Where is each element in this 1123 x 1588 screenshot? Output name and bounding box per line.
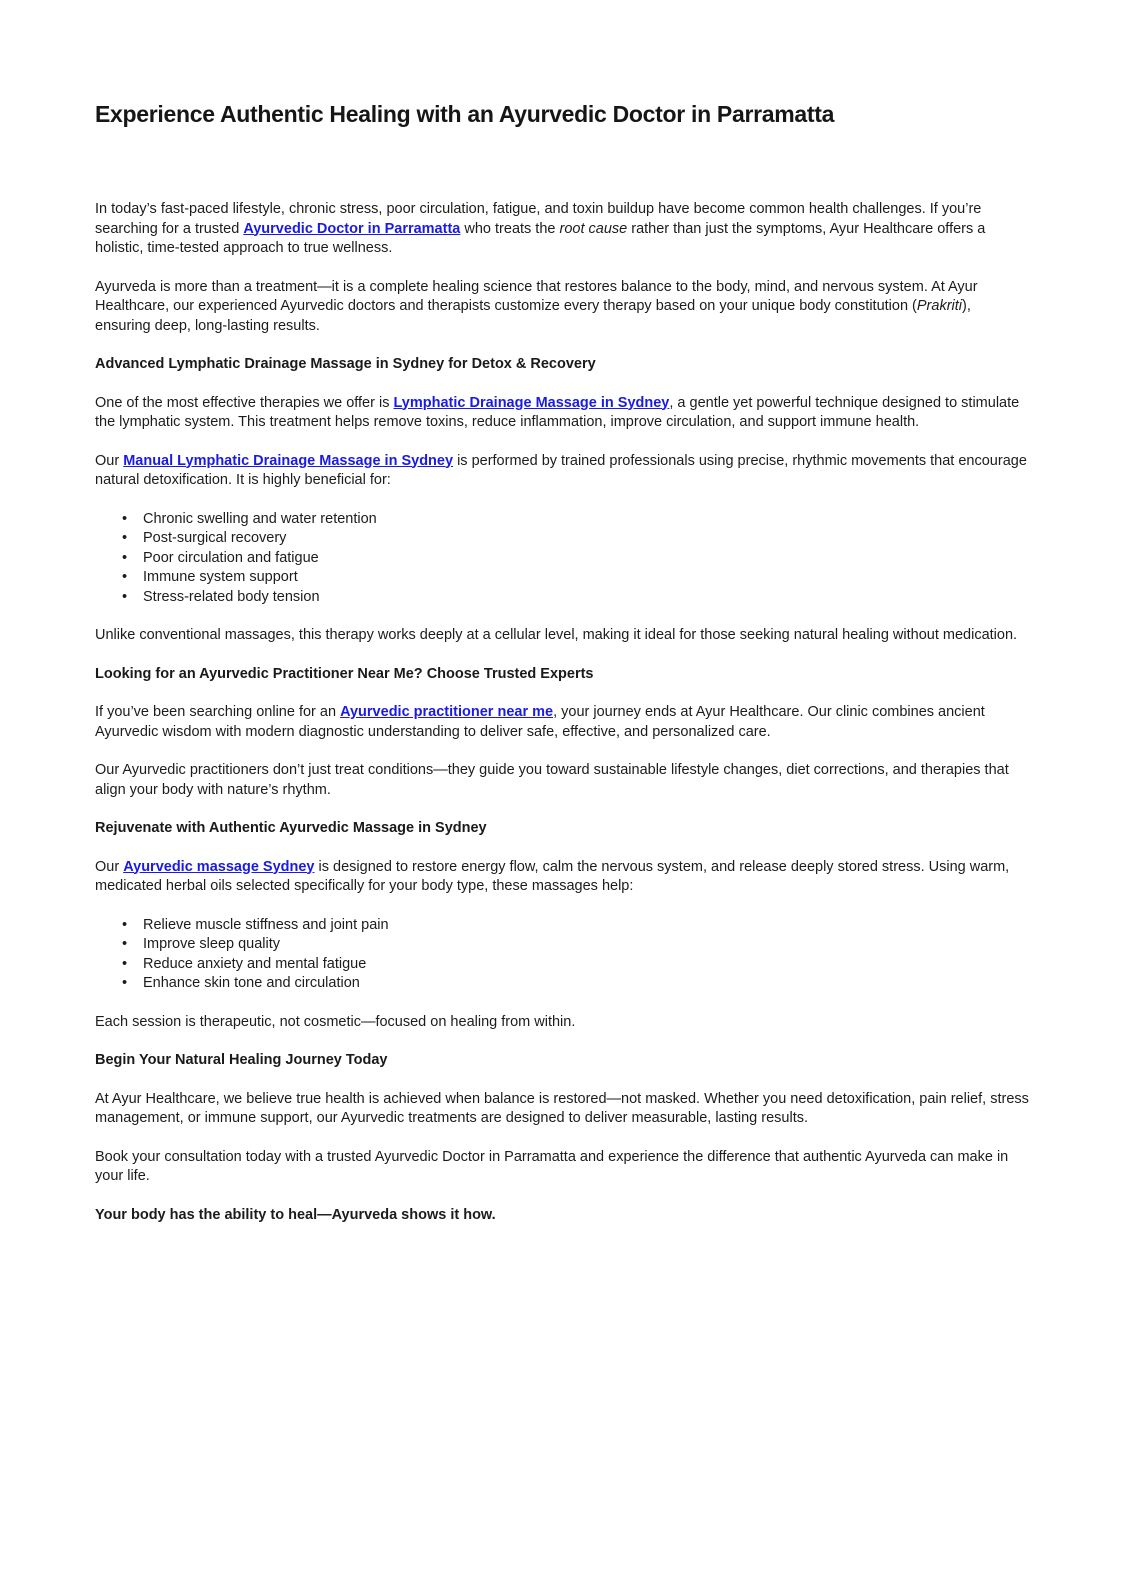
bullet-list [95, 510, 1030, 608]
text-run: rather than just the symptoms, Ayur Healthcare offers a holistic, time-tested approach to true wellness. [95, 220, 986, 256]
text-run: In today’s fast-paced lifestyle, chronic stress, poor circulation, fatigue, and toxin buildup have become common health challenges. If you’re searching for a trusted [95, 201, 982, 237]
bullet-item: • Immune system support [143, 568, 1030, 588]
section-heading: Rejuvenate with Authentic Ayurvedic Massage in Sydney [95, 820, 487, 836]
text-run: Unlike conventional massages, this therapy works deeply at a cellular level, making it ideal for those seeking natural healing without medication. [95, 627, 1018, 643]
text-run: is performed by trained professionals using precise, rhythmic movements that encourage natural detoxification. It is highly beneficial for: [95, 452, 1027, 488]
document-title: Experience Authentic Healing with an Ayurvedic Doctor in Parramatta [95, 101, 835, 127]
bullet-item: • Improve sleep quality [143, 935, 1030, 955]
text-run: Your body has the ability to heal—Ayurveda shows it how. [95, 1206, 496, 1223]
text-run: Our Ayurvedic practitioners don’t just treat conditions—they guide you toward sustainable lifestyle changes, diet corrections, and therapies that align your body with nature’s rhythm. [95, 762, 1009, 798]
text-run: At Ayur Healthcare, we believe true health is achieved when balance is restored—not masked. Whether you need detoxification, pain relief, stress management, or immune support, our Ayurvedic treatments are designed to deliver measurable, lasting results. [95, 1090, 1029, 1126]
body-paragraph [95, 761, 1030, 800]
text-run: Each session is therapeutic, not cosmetic—focused on healing from within. [95, 1013, 576, 1030]
text-run: Our [95, 452, 124, 469]
body-paragraph [95, 858, 1030, 897]
body-paragraph [95, 1090, 1030, 1129]
bullet-item: • Chronic swelling and water retention [143, 510, 1030, 530]
inline-link[interactable]: Lymphatic Drainage Massage in Sydney [393, 394, 670, 411]
inline-link[interactable]: Ayurvedic practitioner near me [340, 704, 554, 720]
text-run: Book your consultation today with a trusted Ayurvedic Doctor in Parramatta and experience the difference that authentic Ayurveda can make in your life. [95, 1148, 1009, 1184]
bullet-item: • Enhance skin tone and circulation [143, 974, 1030, 994]
text-run: is designed to restore energy flow, calm the nervous system, and release deeply stored stress. Using warm, medicated herbal oils selected specifically for your body type, these massages help: [95, 858, 1010, 894]
section-heading: Begin Your Natural Healing Journey Today [95, 1052, 388, 1068]
inline-link[interactable]: Ayurvedic Doctor in Parramatta [243, 220, 461, 237]
body-paragraph [95, 1013, 1030, 1033]
document-body [95, 200, 1030, 1225]
section-heading: Looking for an Ayurvedic Practitioner Near Me? Choose Trusted Experts [95, 665, 594, 682]
bullet-item: • Stress-related body tension [143, 588, 1030, 608]
closing-statement [95, 1206, 1030, 1226]
text-run: , a gentle yet powerful technique designed to stimulate the lymphatic system. This treatment helps remove toxins, reduce inflammation, improve circulation, and support immune health. [95, 394, 1020, 430]
text-run: , your journey ends at Ayur Healthcare. Our clinic combines ancient Ayurvedic wisdom with modern diagnostic understanding to deliver safe, effective, and personalized care. [95, 704, 985, 740]
body-paragraph [95, 703, 1030, 742]
bullet-item: • Reduce anxiety and mental fatigue [143, 955, 1030, 975]
bullet-item: • Post-surgical recovery [143, 529, 1030, 549]
bullet-item: • Poor circulation and fatigue [143, 549, 1030, 569]
italic-text: root cause [559, 220, 628, 237]
body-paragraph [95, 452, 1030, 491]
bullet-item: • Relieve muscle stiffness and joint pain [143, 916, 1030, 936]
body-paragraph [95, 394, 1030, 433]
italic-text: Prakriti [916, 298, 962, 314]
text-run: ), ensuring deep, long-lasting results. [95, 298, 971, 334]
section-heading: Advanced Lymphatic Drainage Massage in Sydney for Detox & Recovery [95, 356, 596, 372]
text-run: Ayurveda is more than a treatment—it is a complete healing science that restores balance to the body, mind, and nervous system. At Ayur Healthcare, our experienced Ayurvedic doctors and therapists customize every therapy based on your unique body constitution ( [95, 278, 978, 314]
text-run: If you’ve been searching online for an [95, 704, 341, 720]
body-paragraph [95, 1148, 1030, 1187]
body-paragraph [95, 278, 1030, 337]
bullet-list [95, 916, 1030, 994]
body-paragraph [95, 200, 1030, 259]
text-run: One of the most effective therapies we offer is [95, 394, 394, 411]
inline-link[interactable]: Ayurvedic massage Sydney [123, 858, 315, 875]
text-run: Our [95, 858, 124, 875]
inline-link[interactable]: Manual Lymphatic Drainage Massage in Sydney [123, 452, 454, 469]
body-paragraph [95, 626, 1030, 646]
text-run: who treats the [460, 220, 560, 237]
